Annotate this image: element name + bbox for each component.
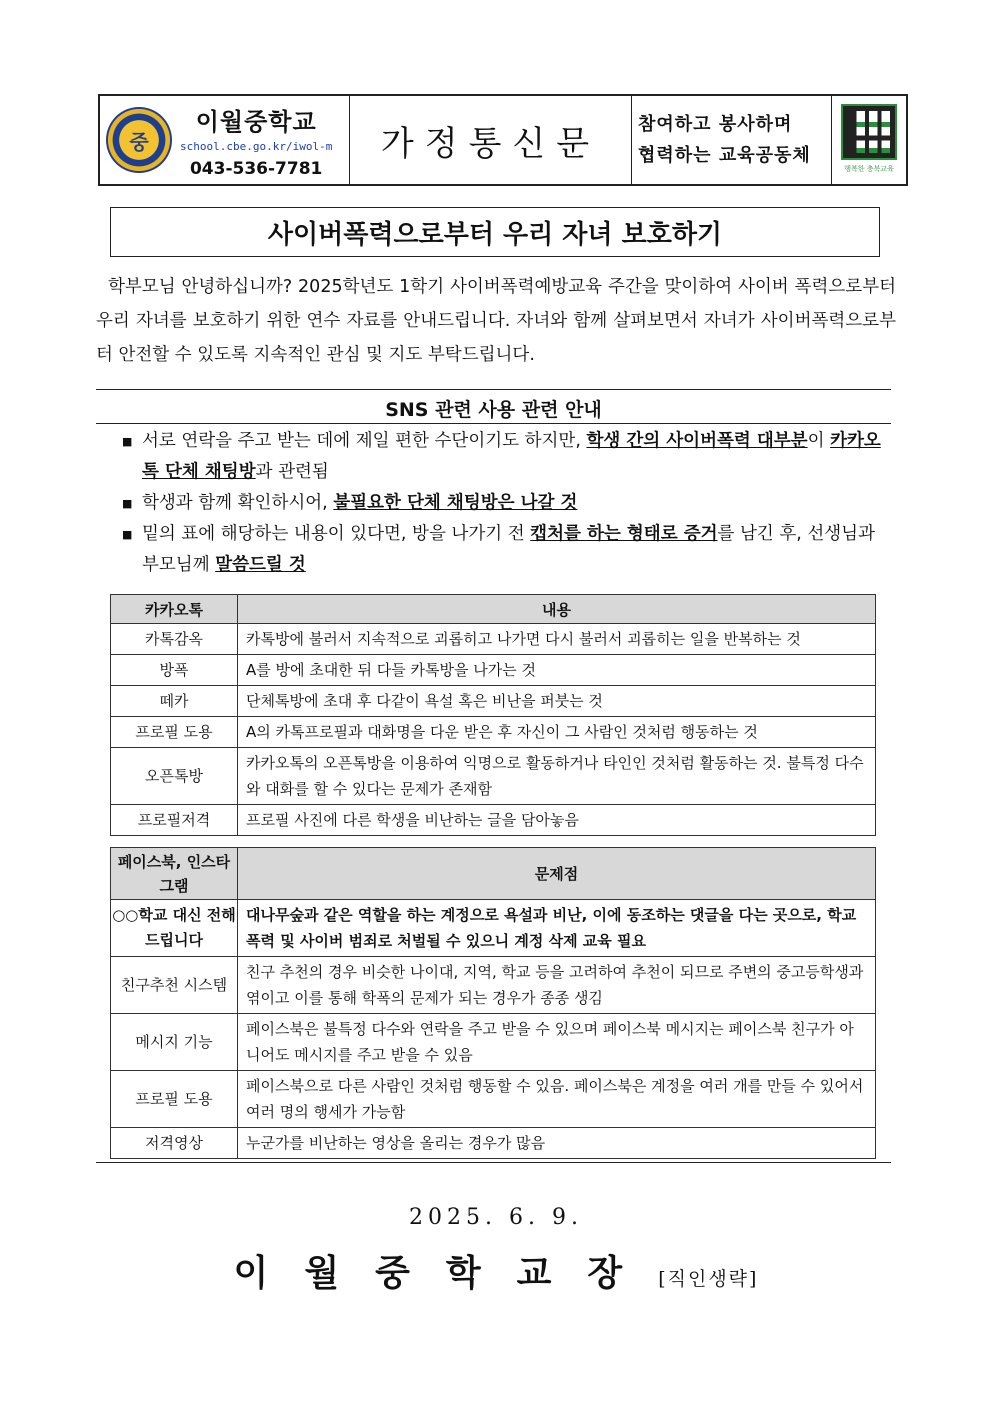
list-item-text	[142, 488, 577, 519]
table-desc-cell: 페이스북으로 다른 사람인 것처럼 행동할 수 있음. 페이스북은 계정을 여러 개를 만들 수 있어서 여러 명의 행세가 가능함	[238, 1071, 876, 1128]
text-run: 밑의 표에 해당하는 내용이 있다면, 방을 나가기 전	[142, 524, 531, 544]
table-desc-cell: 카카오톡의 오픈톡방을 이용하여 익명으로 활동하거나 타인인 것처럼 활동하는 것. 불특정 다수와 대화를 할 수 있다는 문제가 존재함	[238, 748, 876, 805]
list-item	[122, 519, 892, 581]
emphasis-text: 불필요한 단체 채팅방은 나갈 것	[333, 493, 578, 513]
table-label-cell: ○○학교 대신 전해드립니다	[111, 900, 238, 957]
table-label-cell: 오픈톡방	[111, 748, 238, 805]
table-row	[111, 900, 876, 957]
motto-line-2: 협력하는 교육공동체	[638, 145, 811, 166]
emphasis-text: 말씀드릴 것	[215, 555, 306, 575]
table-label-cell: 메시지 기능	[111, 1014, 238, 1071]
emphasis-text: 캡처를 하는 형태로 증거	[530, 524, 718, 544]
table-label-cell: 친구추천 시스템	[111, 957, 238, 1014]
table-label-cell: 저격영상	[111, 1128, 238, 1159]
emphasis-text: 카카오톡 단체 채팅방	[142, 431, 881, 482]
table-header-row	[111, 595, 876, 624]
qr-cell	[832, 96, 906, 184]
divider-bottom	[96, 1162, 891, 1163]
text-run: 서로 연락을 주고 받는 데에 제일 편한 수단이기도 하지만,	[142, 431, 587, 451]
facebook-table	[110, 847, 876, 1159]
table-desc-cell: 카톡방에 불러서 지속적으로 괴롭히고 나가면 다시 불러서 괴롭히는 일을 반복하는 것	[238, 624, 876, 655]
table-desc-cell: 대나무숲과 같은 역할을 하는 계정으로 욕설과 비난, 이에 동조하는 댓글을 다는 곳으로, 학교폭력 및 사이버 범죄로 처벌될 수 있으니 계정 삭제 교육 필요	[238, 900, 876, 957]
table-desc-cell: 페이스북은 불특정 다수와 연락을 주고 받을 수 있으며 페이스북 메시지는 페이스북 친구가 아니어도 메시지를 주고 받을 수 있음	[238, 1014, 876, 1071]
table-desc-cell: 친구 추천의 경우 비슷한 나이대, 지역, 학교 등을 고려하여 추천이 되므로 주변의 중고등학생과 엮이고 이를 통해 학폭의 문제가 되는 경우가 종종 생김	[238, 957, 876, 1014]
table-row	[111, 748, 876, 805]
table-desc-cell: 단체톡방에 초대 후 다같이 욕설 혹은 비난을 퍼붓는 것	[238, 686, 876, 717]
table-label-cell: 카톡감옥	[111, 624, 238, 655]
table-header-cell: 문제점	[238, 848, 876, 900]
intro-paragraph: 학부모님 안녕하십니까? 2025학년도 1학기 사이버폭력예방교육 주간을 맞이하여 사이버 폭력으로부터 우리 자녀를 보호하기 위한 연수 자료를 안내드립니다. 자녀와 함께 살펴보면서 자녀가 사이버폭력으로부터 안전할 수 있도록 지속적인 관심 및 지도 부탁드립니다.	[96, 277, 896, 365]
bullet-square-icon: ■	[122, 435, 133, 448]
table-label-cell: 방폭	[111, 655, 238, 686]
table-header-cell: 페이스북, 인스타그램	[111, 848, 238, 900]
divider-top	[96, 389, 891, 390]
table-header-row	[111, 848, 876, 900]
newsletter-header	[98, 94, 908, 186]
text-run: 를 남긴 후, 선생님과 부모님께	[142, 524, 875, 575]
divider-section	[96, 423, 891, 424]
table-label-cell: 프로필 도용	[111, 717, 238, 748]
signer-name: 이월중학교장	[233, 1253, 659, 1294]
document-title: 사이버폭력으로부터 우리 자녀 보호하기	[267, 219, 723, 250]
newsletter-title-cell	[350, 96, 632, 184]
signer-block	[0, 1245, 992, 1296]
school-phone: 043-536-7781	[189, 158, 323, 179]
table-desc-cell: 누군가를 비난하는 영상을 올리는 경우가 많음	[238, 1128, 876, 1159]
list-item	[122, 488, 892, 519]
table-row	[111, 1128, 876, 1159]
table-row	[111, 624, 876, 655]
qr-caption: 행복한 충북교육	[844, 165, 894, 173]
emphasis-text: 학생 간의 사이버폭력 대부분	[586, 431, 808, 451]
table-desc-cell: 프로필 사진에 다른 학생을 비난하는 글을 담아놓음	[238, 805, 876, 836]
section-title: SNS 관련 사용 관련 안내	[385, 399, 602, 421]
table-label-cell: 프로필저격	[111, 805, 238, 836]
list-item-text	[142, 519, 892, 581]
table-header-cell: 카카오톡	[111, 595, 238, 624]
table-row	[111, 686, 876, 717]
table-row	[111, 1014, 876, 1071]
motto-line-1: 참여하고 봉사하며	[638, 114, 793, 135]
guidance-list	[122, 426, 892, 581]
qr-code-icon[interactable]	[843, 106, 895, 158]
table-row	[111, 717, 876, 748]
table-row	[111, 805, 876, 836]
document-title-box	[110, 207, 880, 257]
school-emblem-icon	[106, 107, 172, 173]
issue-date: 2025. 6. 9.	[409, 1205, 583, 1230]
text-run: 과 관련됨	[255, 462, 329, 482]
bullet-square-icon: ■	[122, 497, 133, 510]
list-item	[122, 426, 892, 488]
table-label-cell: 떼카	[111, 686, 238, 717]
text-run: 학생과 함께 확인하시어,	[142, 493, 334, 513]
school-url[interactable]: school.cbe.go.kr/iwol-m	[180, 139, 333, 153]
table-desc-cell: A의 카톡프로필과 대화명을 다운 받은 후 자신이 그 사람인 것처럼 행동하는 것	[238, 717, 876, 748]
text-run: 이	[807, 431, 831, 451]
table-header-cell: 내용	[238, 595, 876, 624]
table-row	[111, 957, 876, 1014]
motto-cell	[632, 96, 832, 184]
bullet-square-icon: ■	[122, 528, 133, 541]
school-info-cell	[100, 96, 350, 184]
table-row	[111, 1071, 876, 1128]
table-label-cell: 프로필 도용	[111, 1071, 238, 1128]
newsletter-title: 가정통신문	[380, 123, 601, 164]
table-desc-cell: A를 방에 초대한 뒤 다들 카톡방을 나가는 것	[238, 655, 876, 686]
table-row	[111, 655, 876, 686]
school-emblem-glyph: 중	[129, 129, 149, 154]
kakao-table	[110, 594, 876, 836]
school-name: 이월중학교	[195, 107, 317, 136]
list-item-text	[142, 426, 892, 488]
seal-note: [직인생략]	[658, 1268, 759, 1290]
school-info	[180, 102, 332, 179]
